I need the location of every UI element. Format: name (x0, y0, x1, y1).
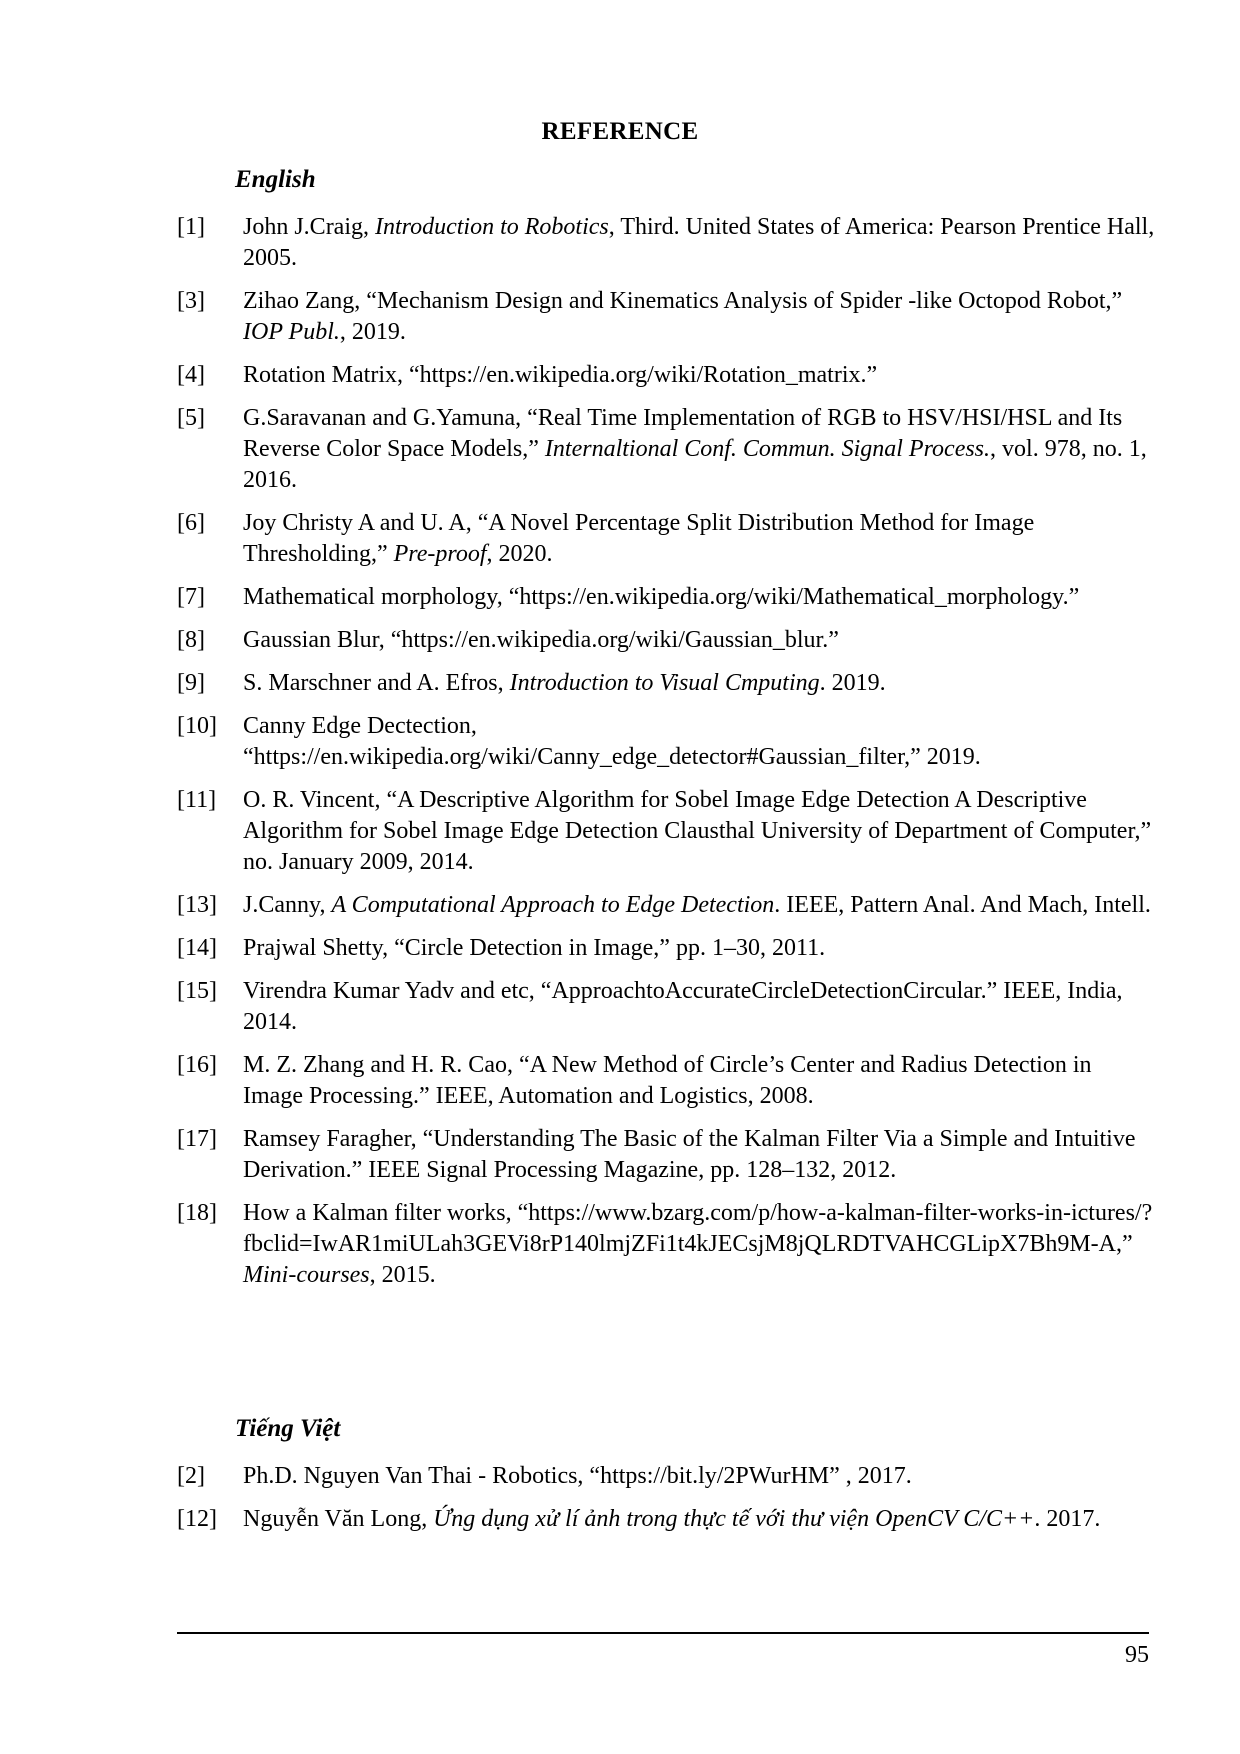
reference-item (177, 360, 1157, 391)
reference-number: [11] (177, 787, 217, 813)
reference-number: [6] (177, 510, 205, 536)
section-heading-vietnamese: Tiếng Việt (235, 1415, 341, 1442)
reference-text: Gaussian Blur, “https://en.wikipedia.org/wiki/Gaussian_blur.” (243, 627, 839, 653)
reference-number: [12] (177, 1506, 217, 1532)
reference-text: S. Marschner and A. Efros, Introduction to Visual Cmputing. 2019. (243, 670, 886, 696)
reference-item (177, 933, 1157, 964)
reference-item (177, 403, 1157, 496)
section-heading-english: English (235, 166, 316, 193)
reference-text: Ph.D. Nguyen Van Thai - Robotics, “https://bit.ly/2PWurHM” , 2017. (243, 1463, 912, 1489)
reference-number: [1] (177, 214, 205, 240)
reference-item (177, 890, 1157, 921)
reference-item (177, 212, 1157, 274)
reference-text: Joy Christy A and U. A, “A Novel Percentage Split Distribution Method for Image Thresholding,” Pre-proof, 2020. (243, 510, 1035, 567)
reference-item (177, 582, 1157, 613)
reference-text: G.Saravanan and G.Yamuna, “Real Time Implementation of RGB to HSV/HSI/HSL and Its Reverse Color Space Models,” Internaltional Conf. Commun. Signal Process., vol. 978, no. 1, 2016. (243, 405, 1147, 493)
reference-list-vietnamese (177, 1461, 1157, 1547)
reference-number: [14] (177, 935, 217, 961)
reference-text: Nguyễn Văn Long, Ứng dụng xử lí ảnh trong thực tế với thư viện OpenCV C/C++. 2017. (243, 1506, 1101, 1532)
reference-number: [3] (177, 288, 205, 314)
reference-number: [4] (177, 362, 205, 388)
reference-number: [18] (177, 1200, 217, 1226)
reference-number: [13] (177, 892, 217, 918)
page-number: 95 (1125, 1642, 1149, 1668)
reference-number: [8] (177, 627, 205, 653)
reference-item (177, 625, 1157, 656)
reference-text: Ramsey Faragher, “Understanding The Basic of the Kalman Filter Via a Simple and Intuitive Derivation.” IEEE Signal Processing Magazine, pp. 128–132, 2012. (243, 1126, 1136, 1183)
reference-item (177, 976, 1157, 1038)
reference-number: [2] (177, 1463, 205, 1489)
reference-number: [9] (177, 670, 205, 696)
reference-item (177, 1198, 1157, 1291)
reference-text: John J.Craig, Introduction to Robotics, Third. United States of America: Pearson Prentice Hall, 2005. (243, 214, 1155, 271)
reference-item (177, 711, 1157, 773)
reference-text: Zihao Zang, “Mechanism Design and Kinematics Analysis of Spider -like Octopod Robot,” IOP Publ., 2019. (243, 288, 1123, 345)
reference-text: Mathematical morphology, “https://en.wikipedia.org/wiki/Mathematical_morphology.” (243, 584, 1080, 610)
reference-item (177, 286, 1157, 348)
reference-text: M. Z. Zhang and H. R. Cao, “A New Method of Circle’s Center and Radius Detection in Image Processing.” IEEE, Automation and Logistics, 2008. (243, 1052, 1092, 1109)
reference-text: Virendra Kumar Yadv and etc, “ApproachtoAccurateCircleDetectionCircular.” IEEE, India, 2014. (243, 978, 1123, 1035)
reference-number: [7] (177, 584, 205, 610)
page-title: REFERENCE (541, 118, 699, 145)
reference-number: [16] (177, 1052, 217, 1078)
reference-text: Rotation Matrix, “https://en.wikipedia.org/wiki/Rotation_matrix.” (243, 362, 878, 388)
reference-number: [15] (177, 978, 217, 1004)
reference-text: Canny Edge Dectection, “https://en.wikipedia.org/wiki/Canny_edge_detector#Gaussian_filter,” 2019. (243, 713, 981, 770)
reference-number: [5] (177, 405, 205, 431)
reference-text: O. R. Vincent, “A Descriptive Algorithm for Sobel Image Edge Detection A Descriptive Algorithm for Sobel Image Edge Detection Clausthal University of Department of Computer,” no. January 2009, 2014. (243, 787, 1152, 875)
reference-number: [17] (177, 1126, 217, 1152)
reference-text: Prajwal Shetty, “Circle Detection in Image,” pp. 1–30, 2011. (243, 935, 826, 961)
reference-item (177, 785, 1157, 878)
reference-item (177, 1050, 1157, 1112)
reference-number: [10] (177, 713, 217, 739)
reference-item (177, 668, 1157, 699)
reference-item (177, 1461, 1157, 1492)
reference-list-english (177, 212, 1157, 1303)
reference-item (177, 508, 1157, 570)
footer-divider (177, 1632, 1149, 1634)
reference-item (177, 1504, 1157, 1535)
reference-text: J.Canny, A Computational Approach to Edge Detection. IEEE, Pattern Anal. And Mach, Intell. (243, 892, 1151, 918)
reference-item (177, 1124, 1157, 1186)
reference-text: How a Kalman filter works, “https://www.bzarg.com/p/how-a-kalman-filter-works-in-ictures/?fbclid=IwAR1miULah3GEVi8rP140lmjZFi1t4kJECsjM8jQLRDTVAHCGLipX7Bh9M-A,” Mini-courses, 2015. (243, 1200, 1153, 1288)
